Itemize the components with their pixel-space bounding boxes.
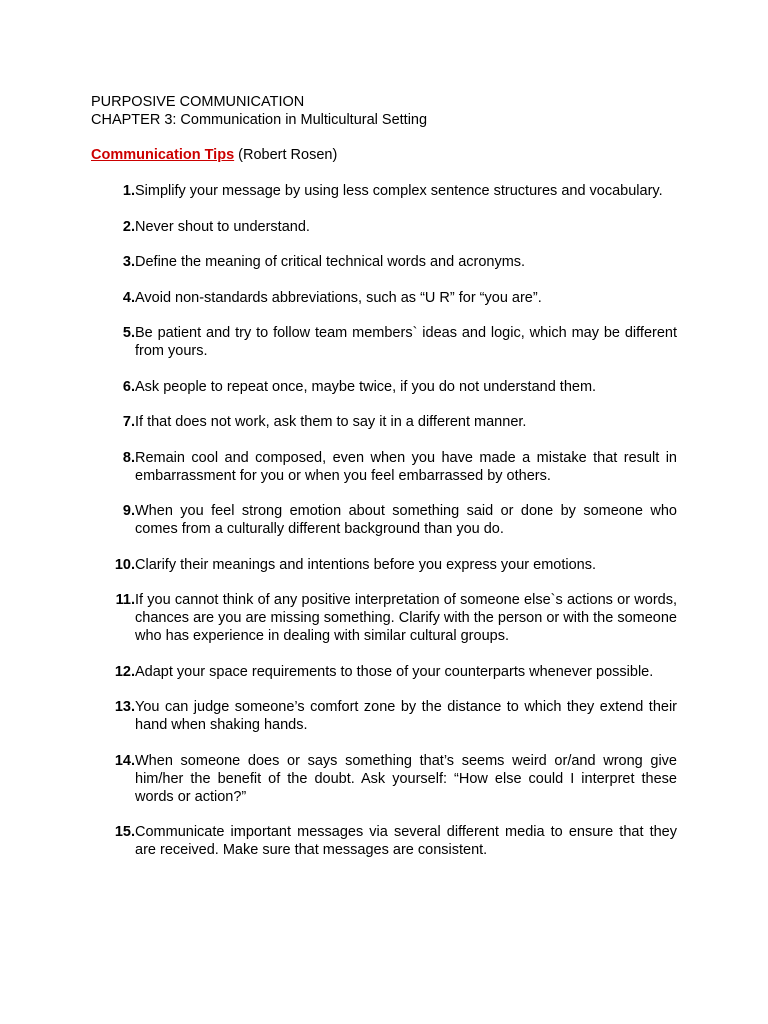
item-number: 15. (114, 824, 135, 840)
list-item (91, 378, 677, 396)
item-number: 2. (122, 218, 135, 235)
list-item (91, 218, 677, 236)
item-number: 1. (122, 183, 135, 199)
list-item (91, 502, 677, 538)
item-number: 9. (122, 503, 135, 519)
item-text: You can judge someone’s comfort zone by the distance to which they extend their hand when shaking hands. (135, 699, 677, 733)
document-header (91, 93, 427, 129)
list-item (91, 182, 677, 200)
tips-heading (91, 146, 337, 164)
course-title: PURPOSIVE COMMUNICATION (91, 94, 305, 110)
list-item (91, 752, 677, 806)
item-text: Remain cool and composed, even when you have made a mistake that result in embarrassment for you or when you feel embarrassed by others. (135, 449, 677, 484)
tips-title: Communication Tips (91, 147, 235, 163)
item-text: Clarify their meanings and intentions before you express your emotions. (135, 556, 597, 573)
item-text: When someone does or says something that’s seems weird or/and wrong give him/her the benefit of the doubt. Ask yourself: “How else could I interpret these words or action?” (135, 752, 677, 805)
item-text: Define the meaning of critical technical words and acronyms. (135, 254, 526, 270)
item-number: 5. (122, 325, 135, 341)
item-text: If that does not work, ask them to say it in a different manner. (135, 414, 527, 430)
item-number: 4. (122, 289, 135, 306)
item-text: When you feel strong emotion about something said or done by someone who comes from a culturally different background than you do. (135, 503, 677, 537)
item-number: 7. (122, 414, 135, 430)
list-item (91, 289, 677, 307)
item-text: Never shout to understand. (135, 218, 310, 235)
item-number: 13. (114, 699, 135, 715)
list-item (91, 591, 677, 645)
item-number: 11. (115, 592, 135, 608)
item-number: 12. (114, 663, 135, 680)
item-text: Ask people to repeat once, maybe twice, if you do not understand them. (135, 378, 597, 395)
tips-list (91, 182, 677, 877)
list-item (91, 698, 677, 734)
item-number: 14. (114, 752, 135, 769)
item-text: Avoid non-standards abbreviations, such as “U R” for “you are”. (135, 289, 542, 306)
item-number: 8. (122, 449, 135, 466)
list-item (91, 253, 677, 271)
list-item (91, 556, 677, 574)
item-text: Adapt your space requirements to those of your counterparts whenever possible. (135, 663, 654, 680)
tips-author: (Robert Rosen) (234, 147, 338, 163)
chapter-title: CHAPTER 3: Communication in Multicultural Setting (91, 112, 428, 128)
list-item (91, 663, 677, 681)
list-item (91, 449, 677, 485)
item-number: 3. (122, 254, 135, 270)
item-number: 6. (122, 378, 135, 395)
item-text: If you cannot think of any positive interpretation of someone else`s actions or words, chances are you are missing something. Clarify with the person or with the someone who has experience in dealing with similar cultural groups. (135, 592, 677, 644)
item-number: 10. (114, 556, 135, 573)
item-text: Simplify your message by using less complex sentence structures and vocabulary. (135, 183, 663, 199)
item-text: Be patient and try to follow team members` ideas and logic, which may be different from yours. (135, 325, 677, 359)
list-item (91, 413, 677, 431)
item-text: Communicate important messages via several different media to ensure that they are received. Make sure that messages are consistent. (135, 824, 677, 858)
list-item (91, 823, 677, 859)
list-item (91, 324, 677, 360)
